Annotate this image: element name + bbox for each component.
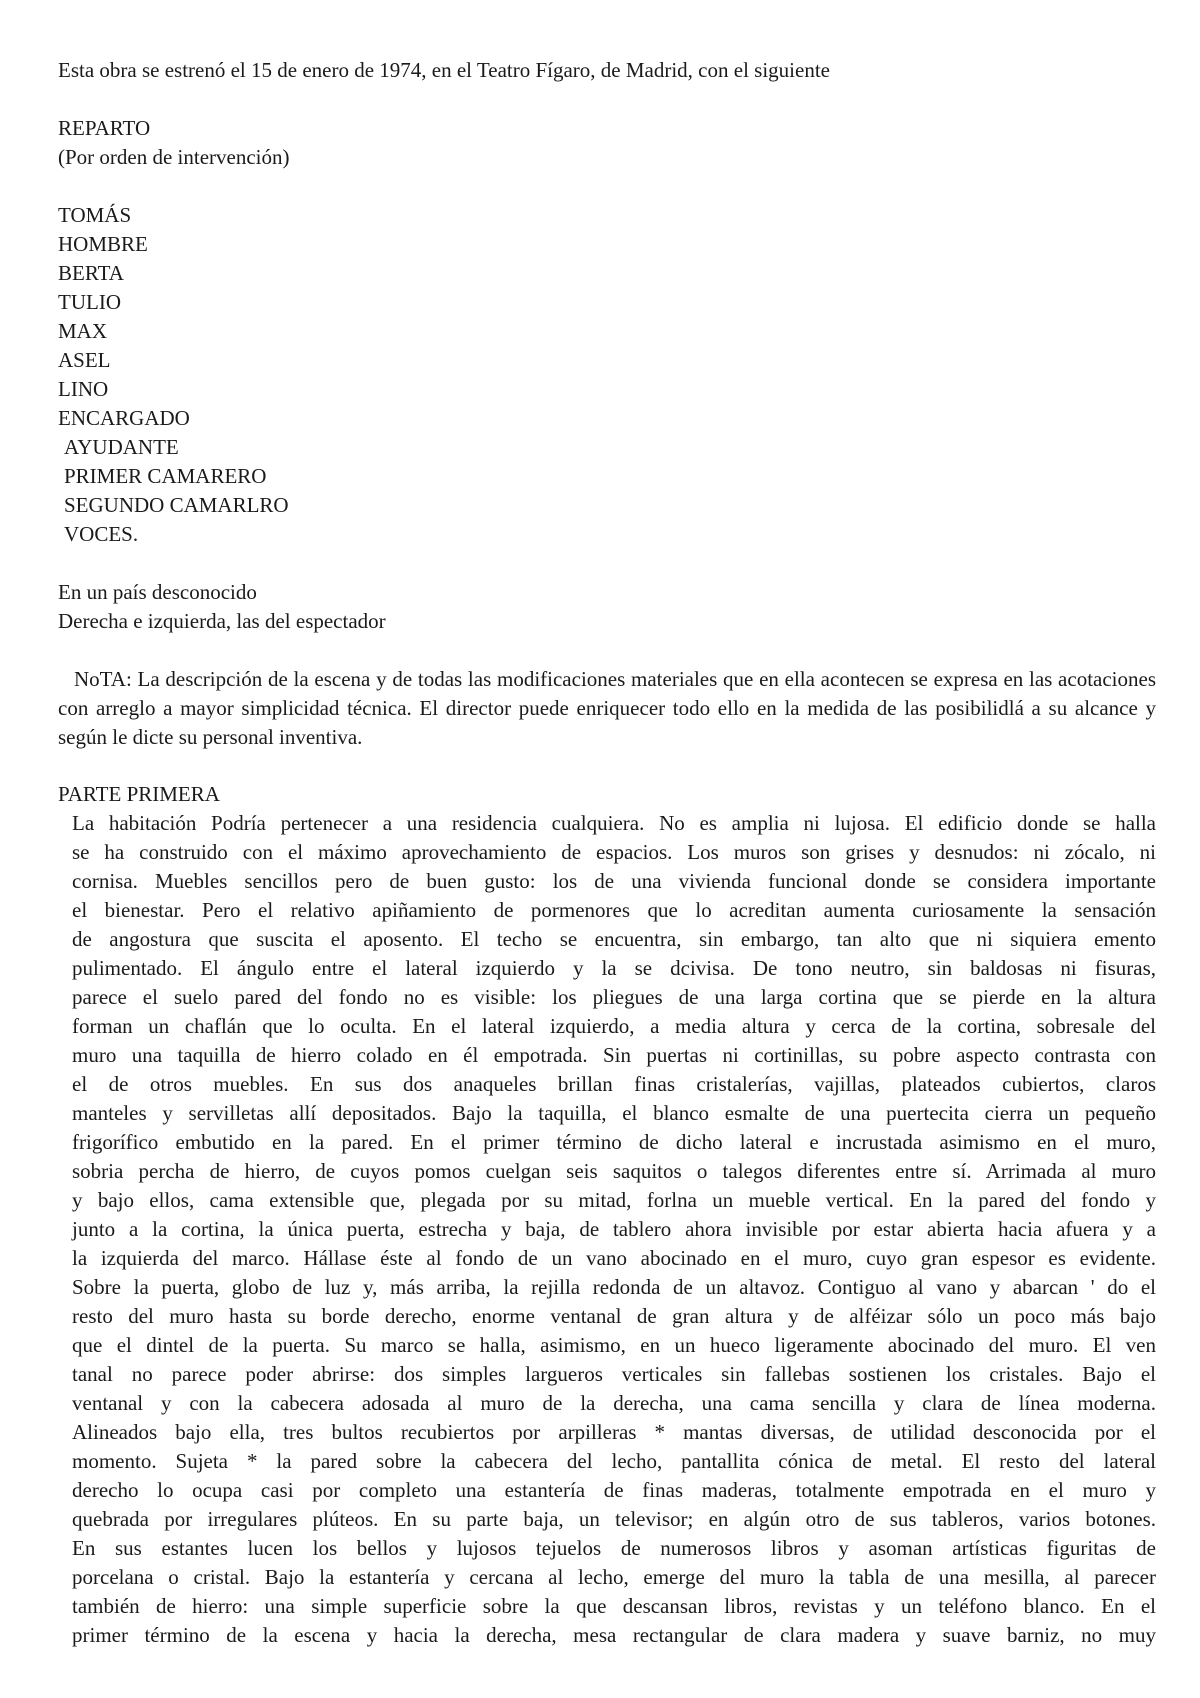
body-line: sobria percha de hierro, de cuyos pomos cuelgan seis saquitos o talegos diferentes entre sí. Arrimada al muro bbox=[72, 1159, 1156, 1183]
body-line: el de otros muebles. En sus dos anaqueles brillan finas cristalerías, vajillas, plateados cubiertos, claros bbox=[72, 1072, 1156, 1096]
cast-member: HOMBRE bbox=[58, 232, 148, 256]
cast-member: ENCARGADO bbox=[58, 406, 190, 430]
body-line: resto del muro hasta su borde derecho, enorme ventanal de gran altura y de alféizar sólo un poco más bajo bbox=[72, 1304, 1156, 1328]
body-line: frigorífico embutido en la pared. En el primer término de dicho lateral e incrustada asimismo en el muro, bbox=[72, 1130, 1156, 1154]
cast-member: TULIO bbox=[58, 290, 121, 314]
body-line: Sobre la puerta, globo de luz y, más arriba, la rejilla redonda de un altavoz. Contiguo al vano y abarcan ' do el bbox=[72, 1275, 1156, 1299]
cast-subheading: (Por orden de intervención) bbox=[58, 145, 290, 169]
cast-member: AYUDANTE bbox=[64, 435, 179, 459]
premiere-note: Esta obra se estrenó el 15 de enero de 1974, en el Teatro Fígaro, de Madrid, con el siguiente bbox=[58, 58, 830, 82]
stage-direction bbox=[72, 809, 1156, 1650]
body-line: también de hierro: una simple superficie sobre la que descansan libros, revistas y un teléfono blanco. En el bbox=[72, 1594, 1156, 1618]
body-line: la izquierda del marco. Hállase éste al fondo de un vano abocinado en el muro, cuyo gran espesor es evidente. bbox=[72, 1246, 1156, 1270]
body-line: En sus estantes lucen los bellos y lujosos tejuelos de numerosos libros y asoman artísticas figuritas de bbox=[72, 1536, 1156, 1560]
body-line: ventanal y con la cabecera adosada al muro de la derecha, una cama sencilla y clara de línea moderna. bbox=[72, 1391, 1156, 1415]
cast-member: VOCES. bbox=[64, 522, 139, 546]
body-line: de angostura que suscita el aposento. El techo se encuentra, sin embargo, tan alto que ni siquiera emento bbox=[72, 927, 1156, 951]
cast-member: MAX bbox=[58, 319, 108, 343]
body-line: derecho lo ocupa casi por completo una estantería de finas maderas, totalmente empotrada en el muro y bbox=[72, 1478, 1156, 1502]
body-line: pulimentado. El ángulo entre el lateral izquierdo y la se dcivisa. De tono neutro, sin baldosas ni fisuras, bbox=[72, 956, 1156, 980]
body-line: La habitación Podría pertenecer a una residencia cualquiera. No es amplia ni lujosa. El edificio donde se halla bbox=[72, 811, 1156, 835]
nota-text: NoTA: La descripción de la escena y de todas las modificaciones materiales que en ella acontecen se expresa en las acotaciones con arreglo a mayor simplicidad técnica. El director puede enriquecer todo ello en la medida de las posibilidlá a su alcance y según le dicte su personal inventiva. bbox=[58, 667, 1156, 749]
body-line: parece el suelo pared del fondo no es visible: los pliegues de una larga cortina que se pierde en la altura bbox=[72, 985, 1156, 1009]
body-line: que el dintel de la puerta. Su marco se halla, asimismo, en un hueco ligeramente abocinado del muro. El ven bbox=[72, 1333, 1156, 1357]
body-line: tanal no parece poder abrirse: dos simples largueros verticales sin fallebas sostienen los cristales. Bajo el bbox=[72, 1362, 1156, 1386]
setting-line: Derecha e izquierda, las del espectador bbox=[58, 609, 386, 633]
cast-member: LINO bbox=[58, 377, 109, 401]
body-line: momento. Sujeta * la pared sobre la cabecera del lecho, pantallita cónica de metal. El resto del lateral bbox=[72, 1449, 1156, 1473]
setting-line: En un país desconocido bbox=[58, 580, 257, 604]
body-line: muro una taquilla de hierro colado en él empotrada. Sin puertas ni cortinillas, su pobre aspecto contrasta con bbox=[72, 1043, 1156, 1067]
cast-member: ASEL bbox=[58, 348, 111, 372]
body-line: se ha construido con el máximo aprovechamiento de espacios. Los muros son grises y desnudos: ni zócalo, ni bbox=[72, 840, 1156, 864]
body-line: porcelana o cristal. Bajo la estantería y cercana al lecho, emerge del muro la tabla de una mesilla, al parecer bbox=[72, 1565, 1156, 1589]
cast-member: BERTA bbox=[58, 261, 124, 285]
body-line: cornisa. Muebles sencillos pero de buen gusto: los de una vivienda funcional donde se considera importante bbox=[72, 869, 1156, 893]
body-line: primer término de la escena y hacia la derecha, mesa rectangular de clara madera y suave barniz, no muy bbox=[72, 1623, 1156, 1647]
body-line: y bajo ellos, cama extensible que, plegada por su mitad, forlna un mueble vertical. En la pared del fondo y bbox=[72, 1188, 1156, 1212]
body-line: manteles y servilletas allí depositados. Bajo la taquilla, el blanco esmalte de una puertecita cierra un pequeño bbox=[72, 1101, 1156, 1125]
body-line: junto a la cortina, la única puerta, estrecha y baja, de tablero ahora invisible por estar abierta hacia afuera y a bbox=[72, 1217, 1156, 1241]
body-line: forman un chaflán que lo oculta. En el lateral izquierdo, a media altura y cerca de la cortina, sobresale del bbox=[72, 1014, 1156, 1038]
body-line: el bienestar. Pero el relativo apiñamiento de pormenores que lo acreditan aumenta curiosamente la sensación bbox=[72, 898, 1156, 922]
cast-member: TOMÁS bbox=[58, 203, 132, 227]
cast-heading: REPARTO bbox=[58, 116, 151, 140]
cast-member: PRIMER CAMARERO bbox=[64, 464, 267, 488]
cast-member: SEGUNDO CAMARLRO bbox=[64, 493, 289, 517]
body-line: quebrada por irregulares plúteos. En su parte baja, un televisor; en algún otro de sus tableros, varios botones. bbox=[72, 1507, 1156, 1531]
nota-paragraph bbox=[58, 665, 1156, 752]
part-heading: PARTE PRIMERA bbox=[58, 782, 220, 806]
body-line: Alineados bajo ella, tres bultos recubiertos por arpilleras * mantas diversas, de utilidad desconocida por el bbox=[72, 1420, 1156, 1444]
